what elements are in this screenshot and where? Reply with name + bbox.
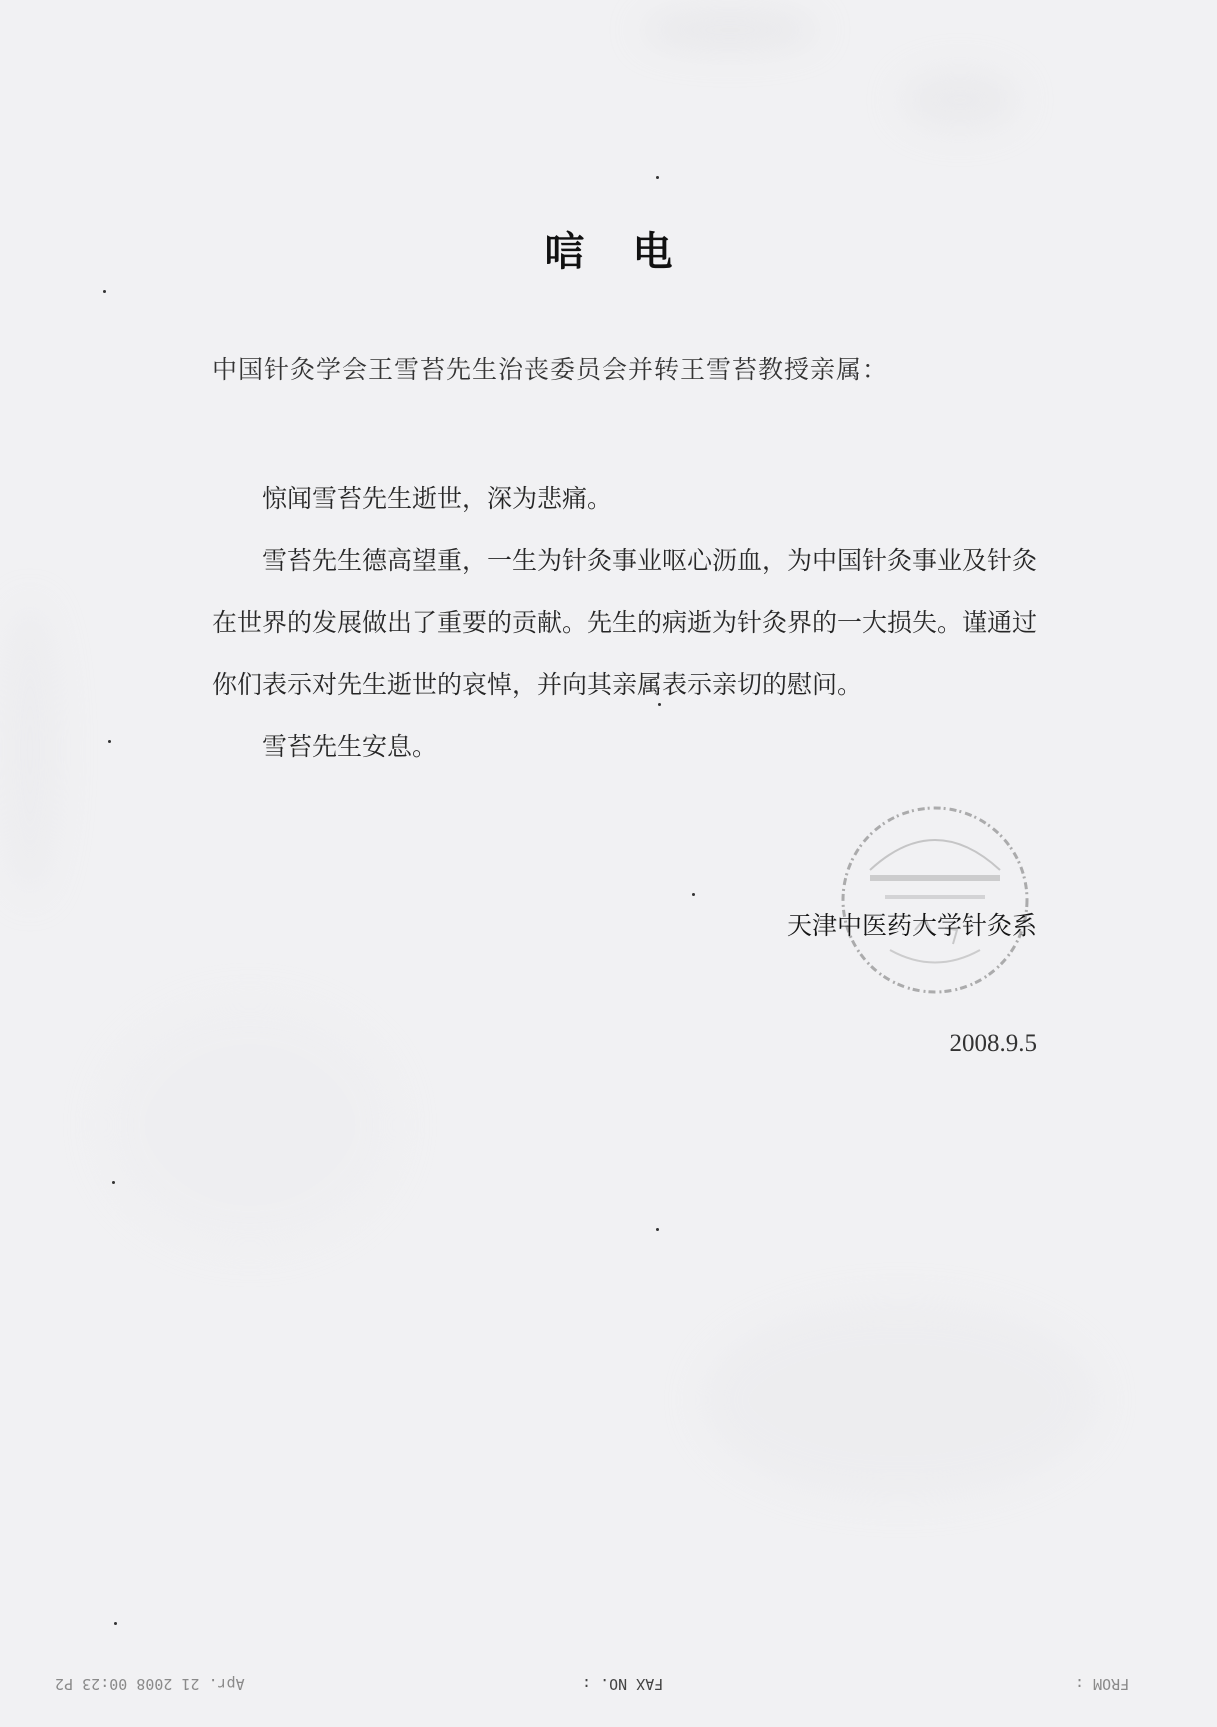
official-seal-stamp [830,800,1040,1000]
fax-header-footer [0,1675,1217,1705]
recipient-line: 中国针灸学会王雪苔先生治丧委员会并转王雪苔教授亲属： [212,355,889,384]
scan-speck [692,893,695,896]
scan-speck [656,1228,659,1231]
signature-organization: 天津中医药大学针灸系 [786,911,1037,940]
paper-smudge [700,1300,1100,1500]
scan-speck [112,1181,115,1184]
body-paragraph: 雪苔先生安息。 [262,732,438,761]
letter-body [212,468,1037,778]
body-paragraph: 雪苔先生德高望重，一生为针灸事业呕心沥血，为中国针灸事业及针灸在世界的发展做出了重要的贡献。先生的病逝为针灸界的一大损失。谨通过你们表示对先生逝世的哀悼，并向其亲属表示亲切的慰问。 [212,546,1038,699]
paper-smudge [100,1000,400,1250]
document-title: 唁电 [544,229,721,275]
scan-speck [114,1622,117,1625]
paper-smudge [640,10,820,50]
body-paragraph: 惊闻雪苔先生逝世，深为悲痛。 [262,484,613,513]
paper-smudge [900,70,1020,130]
paper-smudge [0,600,60,900]
fax-timestamp: Apr. 21 2008 00:23 P2 [55,1675,245,1693]
fax-from-label: FROM : [1075,1675,1130,1693]
scan-speck [108,740,111,743]
scan-speck [656,176,659,179]
scan-speck [103,290,106,293]
fax-number-label: FAX NO. : [582,1675,664,1693]
document-date: 2008.9.5 [949,1030,1037,1057]
